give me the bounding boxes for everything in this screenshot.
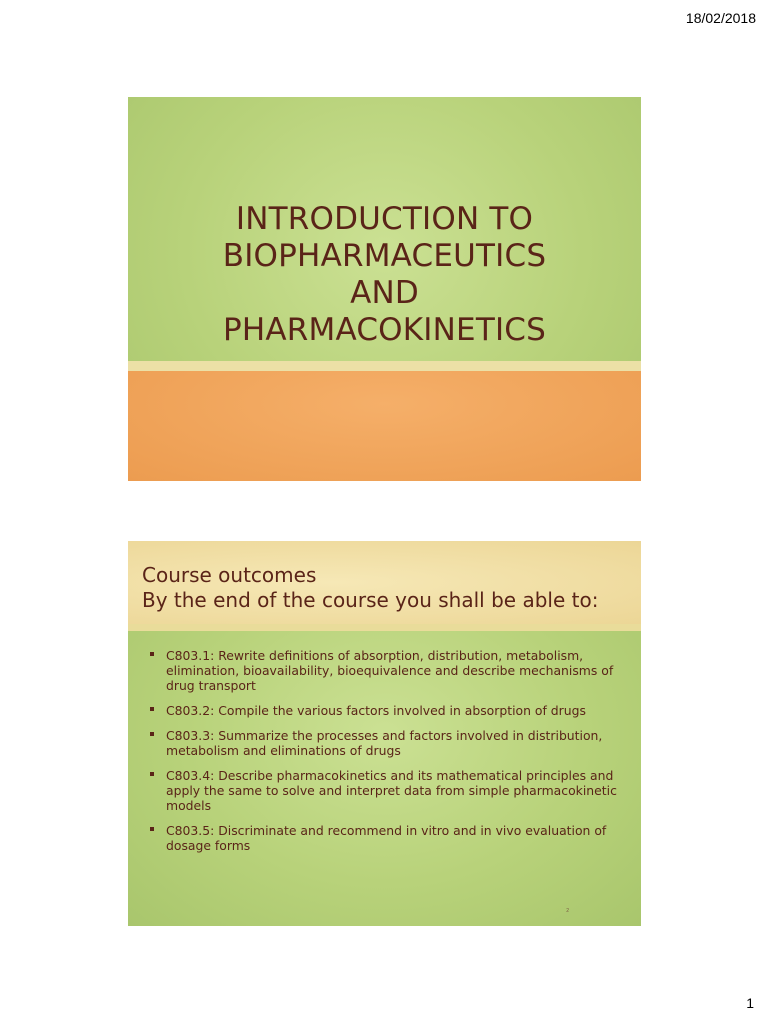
- outcomes-list: [150, 648, 625, 863]
- outcome-text: C803.3: Summarize the processes and factors involved in distribution, metabolism and eliminations of drugs: [166, 728, 603, 758]
- page-date: 18/02/2018: [685, 10, 756, 26]
- header-subheading: By the end of the course you shall be able to:: [142, 588, 599, 612]
- outcome-text: C803.4: Describe pharmacokinetics and its mathematical principles and apply the same to solve and interpret data from simple pharmacokinetic models: [166, 768, 617, 813]
- square-bullet-icon: [150, 827, 154, 831]
- title-line-2: BIOPHARMACEUTICS: [222, 238, 547, 274]
- list-item: [150, 703, 625, 718]
- decorative-band: [128, 361, 641, 371]
- title-slide: [128, 97, 641, 481]
- list-item: [150, 648, 625, 693]
- slide-number: 2: [566, 908, 569, 914]
- outcome-text: C803.2: Compile the various factors involved in absorption of drugs: [166, 703, 586, 718]
- outcome-text: C803.1: Rewrite definitions of absorption, distribution, metabolism, elimination, bioavailability, bioequivalence and describe mechanisms of drug transport: [166, 648, 614, 693]
- course-outcomes-slide: [128, 541, 641, 926]
- list-item: [150, 768, 625, 813]
- square-bullet-icon: [150, 652, 154, 656]
- list-item: [150, 823, 625, 853]
- slide-header: [128, 541, 641, 624]
- page-number: 1: [746, 995, 754, 1011]
- outcome-text: C803.5: Discriminate and recommend in vitro and in vivo evaluation of dosage forms: [166, 823, 607, 853]
- title-line-4: PHARMACOKINETICS: [222, 312, 547, 348]
- title-line-1: INTRODUCTION TO: [235, 201, 534, 237]
- square-bullet-icon: [150, 707, 154, 711]
- slide-title: [128, 201, 641, 349]
- list-item: [150, 728, 625, 758]
- orange-footer-block: [128, 371, 641, 481]
- square-bullet-icon: [150, 732, 154, 736]
- header-heading: Course outcomes: [142, 563, 317, 587]
- title-line-3: AND: [350, 275, 419, 311]
- decorative-band: [128, 624, 641, 631]
- square-bullet-icon: [150, 772, 154, 776]
